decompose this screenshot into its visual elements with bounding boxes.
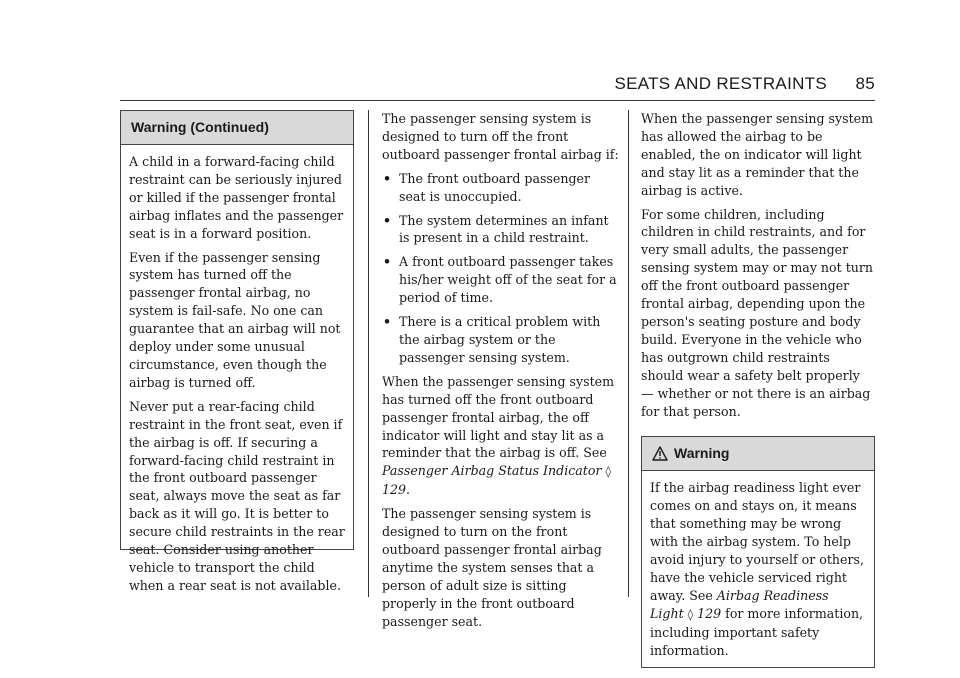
bullet-marker: •: [383, 170, 392, 186]
bullet-marker: •: [383, 212, 392, 228]
section-title: SEATS AND RESTRAINTS: [614, 74, 827, 93]
cross-reference-link[interactable]: Airbag Readiness Light: [650, 587, 829, 621]
page-number: 85: [855, 74, 875, 93]
warning-paragraph: Never put a rear-facing child restraint in the front seat, even if the airbag is off. If securing a forward-facing child restraint in the front outboard passenger seat, always move the seat as far back as it will go. It is better to secure child restraints in the rear seat. Consider using another vehicle to transport the child when a rear seat is not available.: [129, 398, 345, 593]
page-header: [120, 72, 875, 101]
list-item: [382, 212, 620, 248]
cross-reference-page[interactable]: 129: [697, 605, 722, 621]
cross-reference-link[interactable]: Passenger Airbag Status Indicator: [382, 463, 602, 479]
list-item-text: The system determines an infant is present in a child restraint.: [399, 212, 609, 246]
page-reference-icon: ◊: [687, 607, 694, 621]
list-item: [382, 313, 620, 367]
body-paragraph: The passenger sensing system is designed to turn on the front outboard passenger frontal airbag anytime the system senses that a person of adult size is sitting properly in the front outboard passenger seat.: [382, 506, 602, 629]
warning-heading: [642, 437, 874, 471]
column-1: [120, 110, 354, 593]
cross-reference-page[interactable]: 129: [382, 482, 407, 498]
warning-box: [641, 436, 875, 668]
warning-paragraph: Even if the passenger sensing system has turned off the passenger frontal airbag, no system is fail-safe. No one can guarantee that an airbag will not deploy under some unusual circumstance, even though the airbag is turned off.: [129, 249, 341, 390]
list-item-text: There is a critical problem with the airbag system or the passenger sensing system.: [399, 314, 601, 365]
body-paragraph: When the passenger sensing system has allowed the airbag to be enabled, the on indicator will light and stay lit as a reminder that the airbag is active.: [641, 111, 874, 198]
body-paragraph: The passenger sensing system is designed to turn off the front outboard passenger frontal airbag if:: [382, 111, 619, 162]
page-reference-icon: ◊: [605, 465, 611, 479]
warning-triangle-icon: [652, 446, 668, 461]
list-item: [382, 170, 620, 206]
bullet-marker: •: [383, 254, 392, 270]
paragraph-end: .: [406, 482, 411, 498]
column-2: [382, 110, 620, 636]
warning-continued-body: [121, 145, 353, 603]
column-divider: [368, 110, 369, 597]
warning-title: Warning: [674, 444, 730, 461]
list-item-text: The front outboard passenger seat is unoccupied.: [399, 170, 590, 204]
column-divider: [628, 110, 629, 597]
body-paragraph: For some children, including children in child restraints, and for very small adults, the passenger sensing system may or may not turn off the front outboard passenger frontal airbag, depending upon the person's seating posture and body build. Everyone in the vehicle who has outgrown child restraints should wear a safety belt properly — whether or not there is an airbag for that person.: [641, 206, 873, 419]
column-3: [641, 110, 875, 668]
warning-continued-heading: Warning (Continued): [121, 111, 353, 145]
warning-body: [642, 471, 874, 667]
warning-paragraph: A child in a forward-facing child restraint can be seriously injured or killed if the passenger frontal airbag inflates and the passenger seat is in a forward position.: [129, 154, 344, 241]
warning-text-end: for more information, including important safety information.: [650, 605, 864, 658]
list-item: [382, 253, 620, 307]
body-paragraph: [382, 373, 620, 499]
list-item-text: A front outboard passenger takes his/her weight off of the seat for a period of time.: [399, 254, 617, 306]
warning-paragraph: [650, 479, 866, 659]
warning-continued-box: [120, 110, 354, 593]
bullet-marker: •: [383, 314, 392, 330]
paragraph-text: When the passenger sensing system has turned off the front outboard passenger frontal airbag, the off indicator will light and stay lit as a reminder that the airbag is off. See: [382, 373, 615, 461]
warning-text: If the airbag readiness light ever comes on and stays on, it means that something may be wrong with the airbag system. To help avoid injury to yourself or others, have the vehicle serviced right away. See: [650, 480, 864, 603]
